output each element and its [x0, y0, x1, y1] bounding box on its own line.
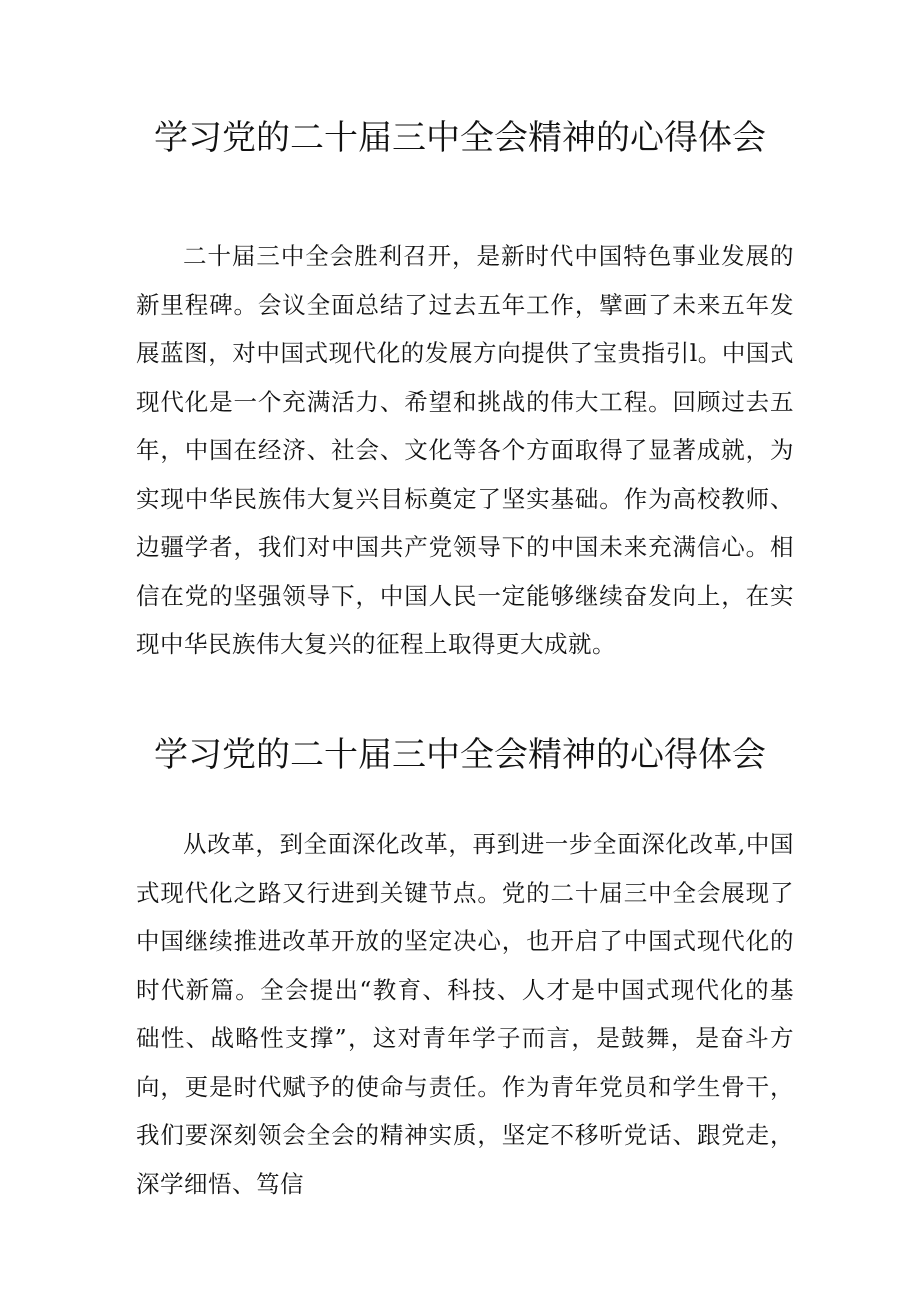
section-2-paragraph: 从改革，到全面深化改革，再到进一步全面深化改革,中国式现代化之路又行进到关键节点。党的二十届三中全会展现了中国继续推进改革开放的坚定决心，也开启了中国式现代化的时代新篇。全会提出“教育、科技、人才是中国式现代化的基础性、战略性支撑”，这对青年学子而言，是鼓舞，是奋斗方向，更是时代赋予的使命与责任。作为青年党员和学生骨干，我们要深刻领会全会的精神实质，坚定不移听党话、跟党走，深学细悟、笃信 [136, 830, 794, 1198]
section-1-paragraph: 二十届三中全会胜利召开，是新时代中国特色事业发展的新里程碑。会议全面总结了过去五年工作，擘画了未来五年发展蓝图，对中国式现代化的发展方向提供了宝贵指引l。中国式现代化是一个充满活力、希望和挑战的伟大工程。回顾过去五年，中国在经济、社会、文化等各个方面取得了显著成就，为实现中华民族伟大复兴目标奠定了坚实基础。作为高校教师、边疆学者，我们对中国共产党领导下的中国未来充满信心。相信在党的坚强领导下，中国人民一定能够继续奋发向上，在实现中华民族伟大复兴的征程上取得更大成就。 [136, 242, 794, 658]
section-1-title: 学习党的二十届三中全会精神的心得体会 [154, 118, 766, 158]
section-2-title: 学习党的二十届三中全会精神的心得体会 [154, 735, 766, 775]
